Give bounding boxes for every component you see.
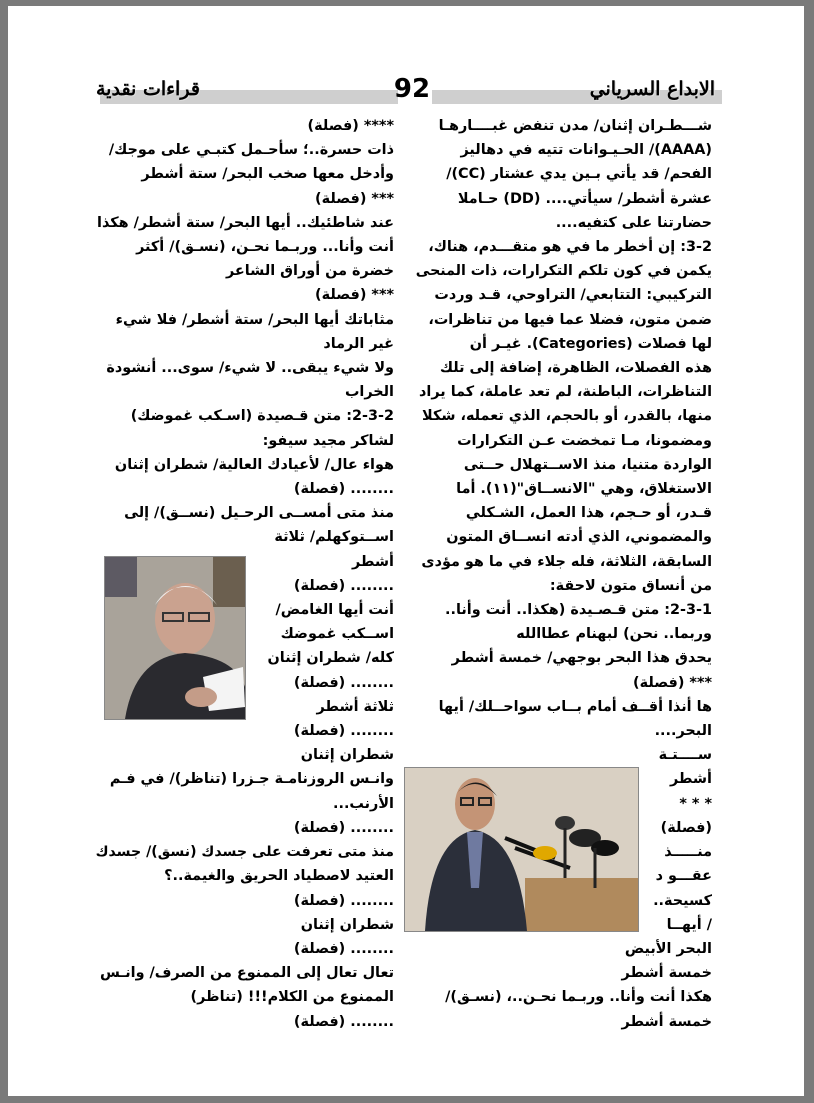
text-line: الاستغلاق، وهي "الانســاق"(١١). أما bbox=[456, 481, 712, 498]
text-line: عشرة أشطر/ سيأتي.... (DD) حـاملا bbox=[457, 190, 712, 207]
text-line: *** (فصلة) bbox=[315, 287, 394, 304]
text-line: وأدخل معها صخب البحر/ ستة أشطر bbox=[141, 166, 394, 183]
text-line: * * * bbox=[679, 795, 712, 812]
text-line: (فصلة) bbox=[660, 819, 712, 836]
text-line: الممنوع من الكلام!!! (تناظر) bbox=[190, 989, 394, 1006]
text-line: ........ (فصلة) bbox=[293, 1013, 394, 1030]
text-line: 3-2: إن أخطر ما في هو متقـــدم، هناك، bbox=[428, 239, 712, 256]
text-line: اســكب غموضك bbox=[280, 626, 394, 643]
text-line: **** (فصلة) bbox=[307, 118, 394, 134]
text-line: والمضموني، الذي أدته انســاق المتون bbox=[446, 529, 712, 546]
text-line: هذه الفصلات، الظاهرة، إضافة إلى تلك bbox=[439, 360, 712, 377]
text-line: أشطر bbox=[351, 553, 394, 570]
text-line: التركيبي: التتابعي/ التراوحي، قـد وردت bbox=[434, 287, 712, 304]
text-line: حضارتنا على كتفيه.... bbox=[555, 214, 712, 231]
text-line: ثلاثة أشطر bbox=[316, 698, 394, 715]
text-line: العتيد لاصطياد الحريق والغيمة..؟ bbox=[164, 868, 394, 885]
text-line: وانـس الروزنامـة جـزرا (تناظر)/ في فـم bbox=[109, 771, 394, 788]
text-line: خضرة من أوراق الشاعر bbox=[225, 263, 394, 280]
text-line: اســتوكهلم/ ثلاثة bbox=[274, 529, 394, 546]
text-line: شطران إثنان bbox=[300, 747, 394, 764]
text-line: شطران إثنان bbox=[300, 916, 394, 933]
speaker-photo bbox=[404, 767, 639, 932]
text-line: كله/ شطران إثنان bbox=[267, 650, 394, 667]
text-line: 2-3-2: متن قـصيدة (اسـكب غموضك) bbox=[130, 408, 394, 425]
journal-title: الابداع السرياني bbox=[589, 78, 715, 100]
text-line: خمسة أشطر bbox=[621, 1013, 712, 1030]
text-line: غير الرماد bbox=[323, 335, 394, 352]
text-line: ذات حسرة..؛ سأحـمل كتبـي على موجك/ bbox=[108, 142, 394, 159]
text-line: ضمن متون، فضلا عما فيها من تناظرات، bbox=[428, 311, 712, 328]
text-line: مثاباتك أيها البحر/ ستة أشطر/ فلا شيء bbox=[115, 311, 394, 328]
text-line: أنت وأنا... وربـما نحـن، (نسـق)/ أكثر bbox=[136, 239, 394, 256]
text-line: البحر الأبيض bbox=[624, 940, 712, 957]
text-line: الأرنب... bbox=[333, 795, 394, 812]
text-line: من أنساق متون لاحقة: bbox=[549, 577, 712, 594]
text-line: ........ (فصلة) bbox=[293, 892, 394, 909]
text-line: ........ (فصلة) bbox=[293, 481, 394, 498]
text-line: التناظرات، الباطنة، لم تعد عاملة، كما يراد bbox=[419, 384, 712, 401]
text-line: السابقة، الثلاثة، فله جلاء في ما هو مؤدى bbox=[421, 553, 712, 570]
text-line: ها أنذا أقــف أمام بــاب سواحــلك/ أيها bbox=[438, 698, 712, 715]
text-line: عند شاطئيك.. أيها البحر/ ستة أشطر/ هكذا bbox=[97, 214, 394, 231]
text-line: كسيحة.. bbox=[653, 892, 712, 909]
text-line: ........ (فصلة) bbox=[293, 819, 394, 836]
text-line: شـــطـران إثنان/ مدن تنفض غبــــارهـا bbox=[438, 118, 712, 134]
text-line: هكذا أنت وأنا.. وربـما نحـن..، (نسـق)/ bbox=[445, 989, 712, 1006]
section-title: قراءات نقدية bbox=[96, 78, 200, 100]
text-line: أشطر bbox=[669, 771, 712, 788]
text-line: ولا شيء يبقى.. لا شيء/ سوى... أنشودة bbox=[106, 360, 394, 377]
text-line: يحدق هذا البحر بوجهي/ خمسة أشطر bbox=[451, 650, 712, 667]
text-line: ........ (فصلة) bbox=[293, 723, 394, 740]
text-line: عقـــو د bbox=[655, 868, 712, 885]
text-line: الواردة متنيا، منذ الاســتهلال حــتى bbox=[463, 456, 712, 473]
text-line: *** (فصلة) bbox=[633, 674, 712, 691]
text-line: هواء عال/ لأعيادك العالية/ شطران إثنان bbox=[114, 456, 394, 473]
text-line: يكمن في كون تلكم التكرارات، ذات المنحى bbox=[415, 263, 712, 280]
text-line: 2-3-1: متن قـصـيدة (هكذا.. أنت وأنا.. bbox=[445, 602, 712, 619]
page-number: 92 bbox=[393, 74, 431, 104]
text-line: ........ (فصلة) bbox=[293, 577, 394, 594]
text-line: منذ متى أمســى الرحـيل (نســق)/ إلى bbox=[124, 505, 394, 522]
text-line: الخراب bbox=[344, 384, 394, 401]
text-line: الفحم/ قد يأتي بـين يدي عشتار (CC)/ bbox=[446, 166, 712, 183]
text-line: خمسة أشطر bbox=[621, 965, 712, 982]
text-line: تعال تعال إلى الممنوع من الصرف/ وانـس bbox=[100, 965, 394, 982]
text-line: ومضمونا، مـا تمخضت عـن التكرارات bbox=[457, 432, 712, 449]
text-line: ........ (فصلة) bbox=[293, 940, 394, 957]
text-line: لشاكر مجيد سيفو: bbox=[262, 432, 394, 449]
text-line: قـدر، أو حـجم، هذا العمل، الشـكلي bbox=[465, 505, 712, 522]
text-line: / أيهــا bbox=[666, 916, 712, 933]
text-line: منذ متى تعرفت على جسدك (نسق)/ جسدك bbox=[95, 844, 394, 861]
text-line: وربما.. نحن) لبهنام عطاالله bbox=[516, 626, 712, 643]
text-line: *** (فصلة) bbox=[315, 190, 394, 207]
text-line: ........ (فصلة) bbox=[293, 674, 394, 691]
text-line: منـــــذ bbox=[664, 844, 712, 861]
text-line: أنت أيها الغامض/ bbox=[275, 602, 394, 619]
portrait-photo bbox=[104, 556, 246, 720]
text-line: ســــتـة bbox=[658, 747, 712, 764]
text-line: لها فصلات (Categories). غيـر أن bbox=[469, 335, 712, 352]
text-line: (AAAA)/ الحـيـوانات تتيه في دهاليز bbox=[460, 142, 712, 159]
text-line: البحر.... bbox=[654, 723, 712, 740]
text-line: منها، بالقدر، أو بالحجم، الذي تعمله، شكلا bbox=[422, 408, 712, 425]
